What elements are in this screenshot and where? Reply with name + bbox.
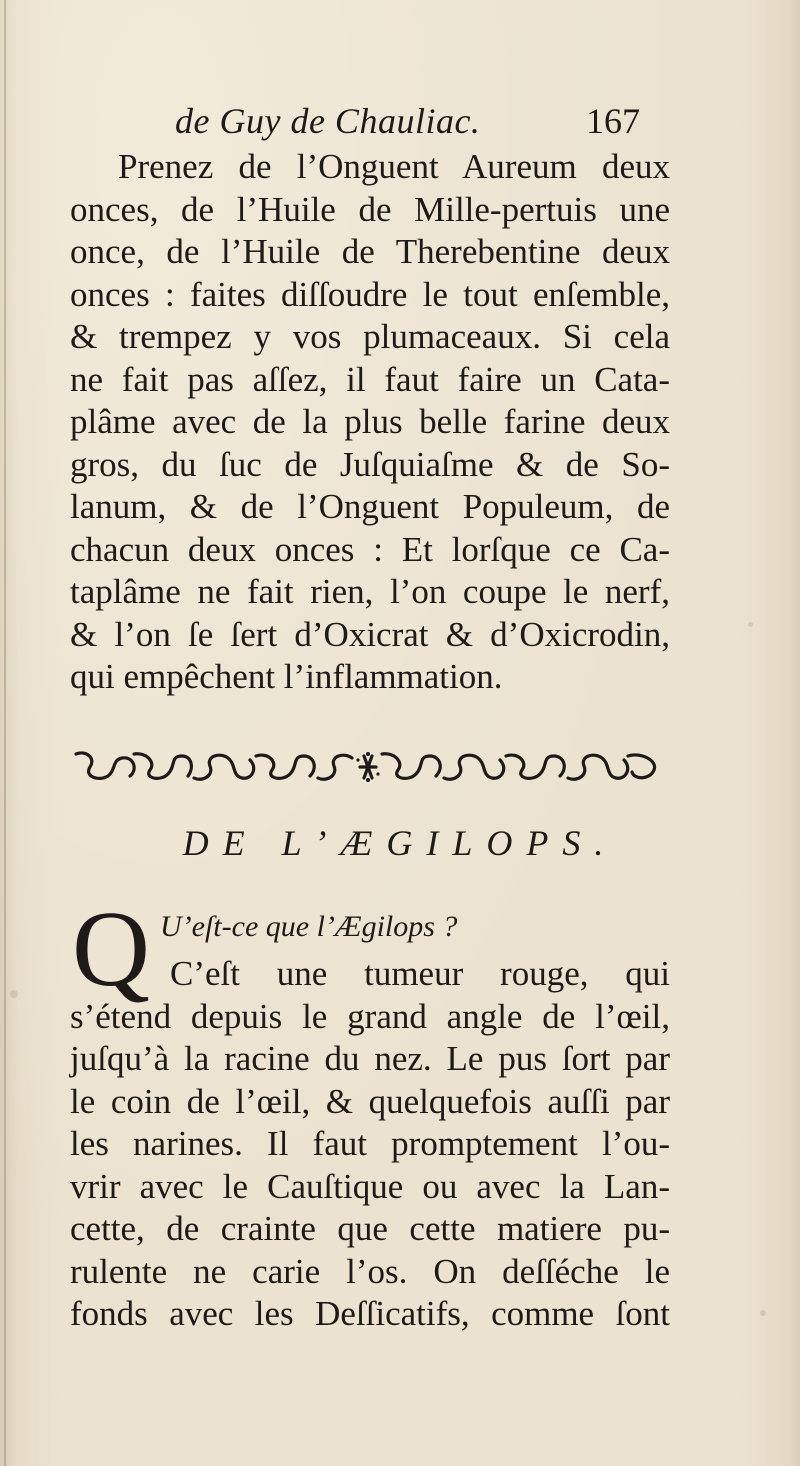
text-line: Prenez de l’Onguent Aureum deux [118, 147, 670, 186]
text-line: vrir avec le Cauſtique ou avec la Lan- [70, 1166, 670, 1206]
paragraph-onguent [70, 146, 670, 699]
text-line: C’eſt une tumeur rouge, qui [170, 954, 670, 993]
running-head [0, 100, 800, 150]
paper-spot [10, 990, 18, 998]
text-line: juſqu’à la racine du nez. Le pus ſort par [70, 1039, 670, 1078]
text-line: cette, de crainte que cette matiere pu- [70, 1209, 670, 1248]
text-line: taplâme ne fait rien, l’on coupe le nerf, [70, 572, 670, 611]
text-line: chacun deux onces : Et lorſque ce Ca- [70, 529, 670, 569]
text-line: s’étend depuis le grand angle de l’œil, [70, 996, 670, 1036]
text-line: gros, du ſuc de Juſquiaſme & de So- [70, 444, 670, 484]
text-line: lanum, & de l’Onguent Populeum, de [70, 487, 670, 526]
text-line: plâme avec de la plus belle farine deux [70, 402, 670, 441]
paper-spot [760, 1310, 766, 1316]
text-line: & trempez y vos plumaceaux. Si cela [70, 317, 670, 356]
text-line: rulente ne carie l’os. On deſſéche le [70, 1251, 670, 1291]
page-edge [4, 0, 6, 1466]
text-line: les narines. Il faut promptement l’ou- [70, 1124, 670, 1163]
text-line: once, de l’Huile de Therebentine deux [70, 232, 670, 271]
text-line: ne fait pas aſſez, il faut faire un Cata- [70, 359, 670, 399]
text-line: onces, de l’Huile de Mille-pertuis une [70, 189, 670, 229]
text-line: fonds avec les Deſſicatifs, comme ſont [70, 1294, 670, 1333]
drop-cap: Q [72, 890, 150, 1009]
text-line: onces : faites diſſoudre le tout enſemble, [70, 274, 670, 314]
question-line: U’eſt-ce que l’Ægilops ? [160, 910, 458, 943]
text-line: le coin de l’œil, & quelquefois auſſi par [70, 1081, 670, 1121]
page-number: 167 [586, 101, 640, 141]
text-line: qui empêchent l’inflammation. [70, 657, 503, 696]
section-heading: DE L’ÆGILOPS. [182, 823, 618, 863]
paper-spot [748, 622, 753, 627]
text-line: & l’on ſe ſert d’Oxicrat & d’Oxicrodin, [70, 614, 670, 654]
running-head-title: de Guy de Chauliac. [175, 101, 481, 141]
printers-ornament-band [72, 748, 662, 786]
paragraph-aegilops [70, 953, 670, 1336]
